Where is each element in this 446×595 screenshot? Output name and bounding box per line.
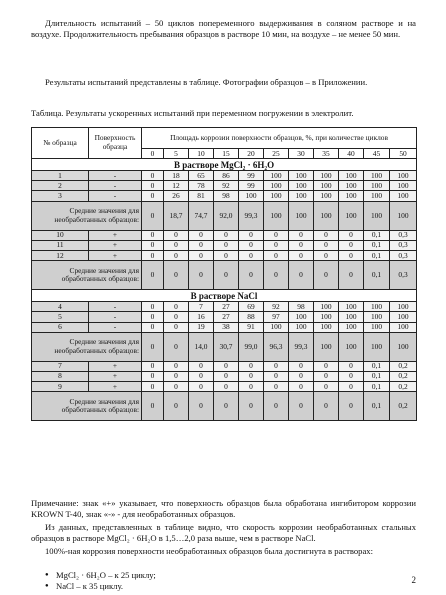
section-title: В растворе NaCl: [32, 290, 417, 302]
table-cell: 100: [390, 171, 417, 181]
paragraph-test-duration: Длительность испытаний – 50 циклов попеременного выдерживания в соляном растворе и на воздухе. Продолжительность пребывания образцов в растворе 10 мин, на воздухе – не менее 50 мин.: [31, 18, 416, 39]
sample-number: 6: [32, 322, 89, 332]
table-row: [32, 322, 417, 332]
table-cell: 0: [314, 230, 339, 240]
table-cell: 0: [142, 371, 164, 381]
table-cell: 0,3: [390, 230, 417, 240]
header-cycle: 5: [164, 149, 189, 159]
table-cell: 0: [214, 371, 239, 381]
table-cell: 0: [264, 240, 289, 250]
table-cell: 81: [189, 191, 214, 201]
table-cell: 0: [239, 230, 264, 240]
table-cell: 0: [214, 250, 239, 260]
table-cell: 0: [164, 371, 189, 381]
average-cell: 100: [289, 201, 314, 230]
table-cell: 0: [164, 240, 189, 250]
table-cell: 100: [339, 302, 364, 312]
table-cell: 0: [264, 250, 289, 260]
header-cycle: 40: [339, 149, 364, 159]
sample-surface: +: [89, 240, 142, 250]
table-row: [32, 230, 417, 240]
header-cycle: 35: [314, 149, 339, 159]
sample-surface: +: [89, 230, 142, 240]
average-row: [32, 261, 417, 290]
average-cell: 0: [289, 392, 314, 421]
average-row: [32, 201, 417, 230]
results-table: [31, 127, 417, 421]
table-cell: 0: [142, 171, 164, 181]
table-cell: 0: [264, 382, 289, 392]
average-cell: 100: [390, 201, 417, 230]
table-cell: 0: [142, 240, 164, 250]
table-header-row: [32, 128, 417, 149]
table-cell: 0: [142, 382, 164, 392]
table-cell: 100: [339, 322, 364, 332]
table-note: Примечание: знак «+» указывает, что поверхность образцов была обработана ингибитором коррозии KROWN T-40, знак «-» - для необработанных образцов.: [31, 498, 416, 519]
table-cell: 0,1: [364, 250, 390, 260]
table-cell: 69: [239, 302, 264, 312]
table-cell: 100: [364, 171, 390, 181]
average-cell: 100: [364, 201, 390, 230]
table-cell: 98: [214, 191, 239, 201]
header-sample-number: № образца: [32, 128, 89, 159]
table-cell: 97: [264, 312, 289, 322]
table-cell: 100: [314, 191, 339, 201]
average-cell: 99,3: [289, 332, 314, 361]
table-cell: 0: [189, 361, 214, 371]
table-cell: 100: [390, 181, 417, 191]
table-cell: 0: [214, 240, 239, 250]
table-cell: 88: [239, 312, 264, 322]
average-cell: 0: [339, 392, 364, 421]
sample-number: 11: [32, 240, 89, 250]
table-cell: 100: [364, 312, 390, 322]
average-cell: 0: [264, 392, 289, 421]
table-caption: Таблица. Результаты ускоренных испытаний при переменном погружении в электролит.: [31, 108, 354, 118]
table-cell: 18: [164, 171, 189, 181]
table-cell: 99: [239, 171, 264, 181]
table-cell: 0: [214, 361, 239, 371]
table-cell: 0: [189, 382, 214, 392]
table-cell: 100: [364, 302, 390, 312]
table-cell: 0: [289, 382, 314, 392]
table-cell: 27: [214, 312, 239, 322]
table-row: [32, 302, 417, 312]
table-cell: 0: [164, 230, 189, 240]
header-cycle: 25: [264, 149, 289, 159]
table-cell: 0: [239, 250, 264, 260]
table-cell: 100: [339, 171, 364, 181]
average-cell: 100: [390, 332, 417, 361]
bullet-item-mgcl2: ● MgCl₂ · 6H₂O – к 25 циклу;: [45, 570, 415, 581]
header-cycle: 0: [142, 149, 164, 159]
table-cell: 0: [239, 361, 264, 371]
average-cell: 0: [142, 392, 164, 421]
table-cell: 0: [142, 302, 164, 312]
table-cell: 0: [214, 230, 239, 240]
table-row: [32, 312, 417, 322]
average-row: [32, 392, 417, 421]
sample-surface: +: [89, 361, 142, 371]
table-cell: 100: [289, 191, 314, 201]
table-cell: 0,2: [390, 361, 417, 371]
sample-surface: -: [89, 181, 142, 191]
table-cell: 0: [339, 361, 364, 371]
table-cell: 86: [214, 171, 239, 181]
average-cell: 18,7: [164, 201, 189, 230]
average-cell: 0: [264, 261, 289, 290]
table-cell: 100: [314, 171, 339, 181]
table-cell: 0: [164, 302, 189, 312]
average-cell: 0: [142, 201, 164, 230]
sample-number: 1: [32, 171, 89, 181]
average-cell: 99,3: [239, 201, 264, 230]
average-cell: 0,3: [390, 261, 417, 290]
table-row: [32, 382, 417, 392]
paragraph-results-intro: Результаты испытаний представлены в таблице. Фотографии образцов – в Приложении.: [45, 77, 368, 87]
bullet-item-nacl: ● NaCl – к 35 циклу.: [45, 581, 415, 592]
average-cell: 0: [214, 392, 239, 421]
table-cell: 0: [339, 371, 364, 381]
table-cell: 0: [289, 361, 314, 371]
header-cycle: 15: [214, 149, 239, 159]
table-cell: 78: [189, 181, 214, 191]
table-cell: 0: [164, 382, 189, 392]
average-cell: 0,2: [390, 392, 417, 421]
table-cell: 0: [142, 191, 164, 201]
table-cell: 0: [239, 371, 264, 381]
table-cell: 0,1: [364, 361, 390, 371]
table-cell: 0: [142, 361, 164, 371]
average-cell: 0: [142, 261, 164, 290]
average-cell: 0,1: [364, 261, 390, 290]
table-cell: 12: [164, 181, 189, 191]
paragraph-conclusion: Из данных, представленных в таблице видно, что скорость коррозии необработанных стальных образцов в растворе MgCl₂ · 6H₂O в 1,5…2,0 раза выше, чем в растворе NaCl.: [31, 522, 416, 543]
table-cell: 26: [164, 191, 189, 201]
table-cell: 0: [142, 181, 164, 191]
table-cell: 0,1: [364, 240, 390, 250]
table-cell: 0: [239, 382, 264, 392]
average-cell: 99,0: [239, 332, 264, 361]
sample-surface: -: [89, 312, 142, 322]
table-cell: 0: [164, 361, 189, 371]
table-cell: 100: [314, 181, 339, 191]
table-row: [32, 240, 417, 250]
section-title: В растворе MgCl₂ · 6H₂O: [32, 159, 417, 171]
sample-number: 5: [32, 312, 89, 322]
average-row: [32, 332, 417, 361]
table-cell: 0: [189, 250, 214, 260]
table-cell: 100: [264, 181, 289, 191]
table-cell: 0: [339, 240, 364, 250]
table-cell: 0: [314, 361, 339, 371]
sample-number: 10: [32, 230, 89, 240]
table-cell: 0: [289, 371, 314, 381]
table-cell: 100: [390, 312, 417, 322]
table-cell: 92: [214, 181, 239, 191]
header-cycle: 50: [390, 149, 417, 159]
table-row: [32, 250, 417, 260]
average-cell: 100: [314, 332, 339, 361]
table-cell: 0: [164, 312, 189, 322]
table-cell: 0: [289, 250, 314, 260]
table-cell: 100: [339, 181, 364, 191]
bullet-list: [45, 570, 415, 591]
average-label: Средние значения для необработанных образцов:: [32, 201, 142, 230]
header-cycle: 10: [189, 149, 214, 159]
table-cell: 0: [264, 361, 289, 371]
table-cell: 100: [364, 322, 390, 332]
table-cell: 100: [339, 191, 364, 201]
table-cell: 0: [189, 240, 214, 250]
table-cell: 100: [390, 322, 417, 332]
sample-number: 4: [32, 302, 89, 312]
table-cell: 100: [239, 191, 264, 201]
table-cell: 19: [189, 322, 214, 332]
table-cell: 100: [364, 181, 390, 191]
header-cycle: 30: [289, 149, 314, 159]
sample-surface: +: [89, 382, 142, 392]
results-table-container: [31, 127, 417, 421]
table-row: [32, 181, 417, 191]
section-title-row: [32, 290, 417, 302]
table-cell: 38: [214, 322, 239, 332]
table-cell: 100: [289, 312, 314, 322]
sample-surface: -: [89, 171, 142, 181]
paragraph-full-corrosion: 100%-ная коррозия поверхности необработанных образцов была достигнута в растворах:: [45, 546, 373, 556]
table-cell: 0: [314, 371, 339, 381]
table-cell: 0: [142, 250, 164, 260]
average-cell: 0: [239, 261, 264, 290]
sample-surface: -: [89, 191, 142, 201]
section-title-row: [32, 159, 417, 171]
sample-surface: +: [89, 371, 142, 381]
table-cell: 0: [339, 250, 364, 260]
table-cell: 100: [390, 191, 417, 201]
table-cell: 0: [339, 230, 364, 240]
table-cell: 100: [314, 312, 339, 322]
average-label: Средние значения для необработанных образцов:: [32, 332, 142, 361]
table-cell: 0,2: [390, 382, 417, 392]
table-cell: 99: [239, 181, 264, 191]
table-cell: 100: [314, 302, 339, 312]
table-cell: 100: [289, 322, 314, 332]
sample-surface: -: [89, 322, 142, 332]
average-cell: 100: [339, 201, 364, 230]
average-label: Средние значения для обработанных образцов:: [32, 261, 142, 290]
table-row: [32, 191, 417, 201]
table-cell: 27: [214, 302, 239, 312]
table-cell: 0: [239, 240, 264, 250]
table-cell: 100: [390, 302, 417, 312]
header-cycle: 45: [364, 149, 390, 159]
average-cell: 0: [189, 392, 214, 421]
table-cell: 0: [164, 250, 189, 260]
table-cell: 7: [189, 302, 214, 312]
table-cell: 0,1: [364, 230, 390, 240]
table-cell: 98: [289, 302, 314, 312]
average-cell: 0: [189, 261, 214, 290]
table-cell: 0: [164, 322, 189, 332]
average-cell: 100: [314, 201, 339, 230]
header-corrosion-area: Площадь коррозии поверхности образцов, %, при количестве циклов: [142, 128, 417, 149]
table-cell: 0: [189, 371, 214, 381]
table-cell: 100: [264, 322, 289, 332]
sample-surface: +: [89, 250, 142, 260]
table-cell: 0: [264, 371, 289, 381]
average-cell: 0: [239, 392, 264, 421]
average-cell: 0: [339, 261, 364, 290]
average-cell: 100: [364, 332, 390, 361]
table-cell: 0: [314, 250, 339, 260]
table-cell: 0,1: [364, 371, 390, 381]
average-cell: 0: [214, 261, 239, 290]
average-cell: 0: [314, 392, 339, 421]
table-cell: 0: [264, 230, 289, 240]
header-surface: Поверхность образца: [89, 128, 142, 159]
table-cell: 0: [289, 240, 314, 250]
sample-number: 12: [32, 250, 89, 260]
table-cell: 0,2: [390, 371, 417, 381]
table-cell: 0: [214, 382, 239, 392]
table-cell: 65: [189, 171, 214, 181]
table-cell: 0,1: [364, 382, 390, 392]
table-cell: 92: [264, 302, 289, 312]
table-cell: 100: [264, 191, 289, 201]
average-cell: 0: [164, 261, 189, 290]
table-cell: 0: [142, 312, 164, 322]
average-cell: 0: [164, 392, 189, 421]
average-cell: 100: [339, 332, 364, 361]
table-cell: 100: [364, 191, 390, 201]
table-cell: 0: [189, 230, 214, 240]
page-number: 2: [411, 575, 416, 585]
table-row: [32, 171, 417, 181]
table-cell: 100: [339, 312, 364, 322]
average-cell: 0: [142, 332, 164, 361]
table-cell: 0,3: [390, 240, 417, 250]
table-cell: 100: [264, 171, 289, 181]
sample-number: 9: [32, 382, 89, 392]
average-cell: 0,1: [364, 392, 390, 421]
table-cell: 100: [314, 322, 339, 332]
table-cell: 100: [289, 171, 314, 181]
table-cell: 0: [339, 382, 364, 392]
table-cell: 100: [289, 181, 314, 191]
average-cell: 92,0: [214, 201, 239, 230]
sample-number: 3: [32, 191, 89, 201]
table-cell: 16: [189, 312, 214, 322]
average-label: Средние значения для обработанных образцов:: [32, 392, 142, 421]
table-cell: 91: [239, 322, 264, 332]
average-cell: 14,0: [189, 332, 214, 361]
table-cell: 0: [314, 240, 339, 250]
average-cell: 0: [164, 332, 189, 361]
header-cycle: 20: [239, 149, 264, 159]
average-cell: 96,3: [264, 332, 289, 361]
average-cell: 100: [264, 201, 289, 230]
average-cell: 30,7: [214, 332, 239, 361]
sample-number: 8: [32, 371, 89, 381]
sample-surface: -: [89, 302, 142, 312]
table-row: [32, 361, 417, 371]
sample-number: 2: [32, 181, 89, 191]
table-row: [32, 371, 417, 381]
average-cell: 74,7: [189, 201, 214, 230]
average-cell: 0: [289, 261, 314, 290]
table-cell: 0: [142, 230, 164, 240]
table-cell: 0,3: [390, 250, 417, 260]
sample-number: 7: [32, 361, 89, 371]
average-cell: 0: [314, 261, 339, 290]
table-cell: 0: [314, 382, 339, 392]
table-cell: 0: [289, 230, 314, 240]
table-cell: 0: [142, 322, 164, 332]
